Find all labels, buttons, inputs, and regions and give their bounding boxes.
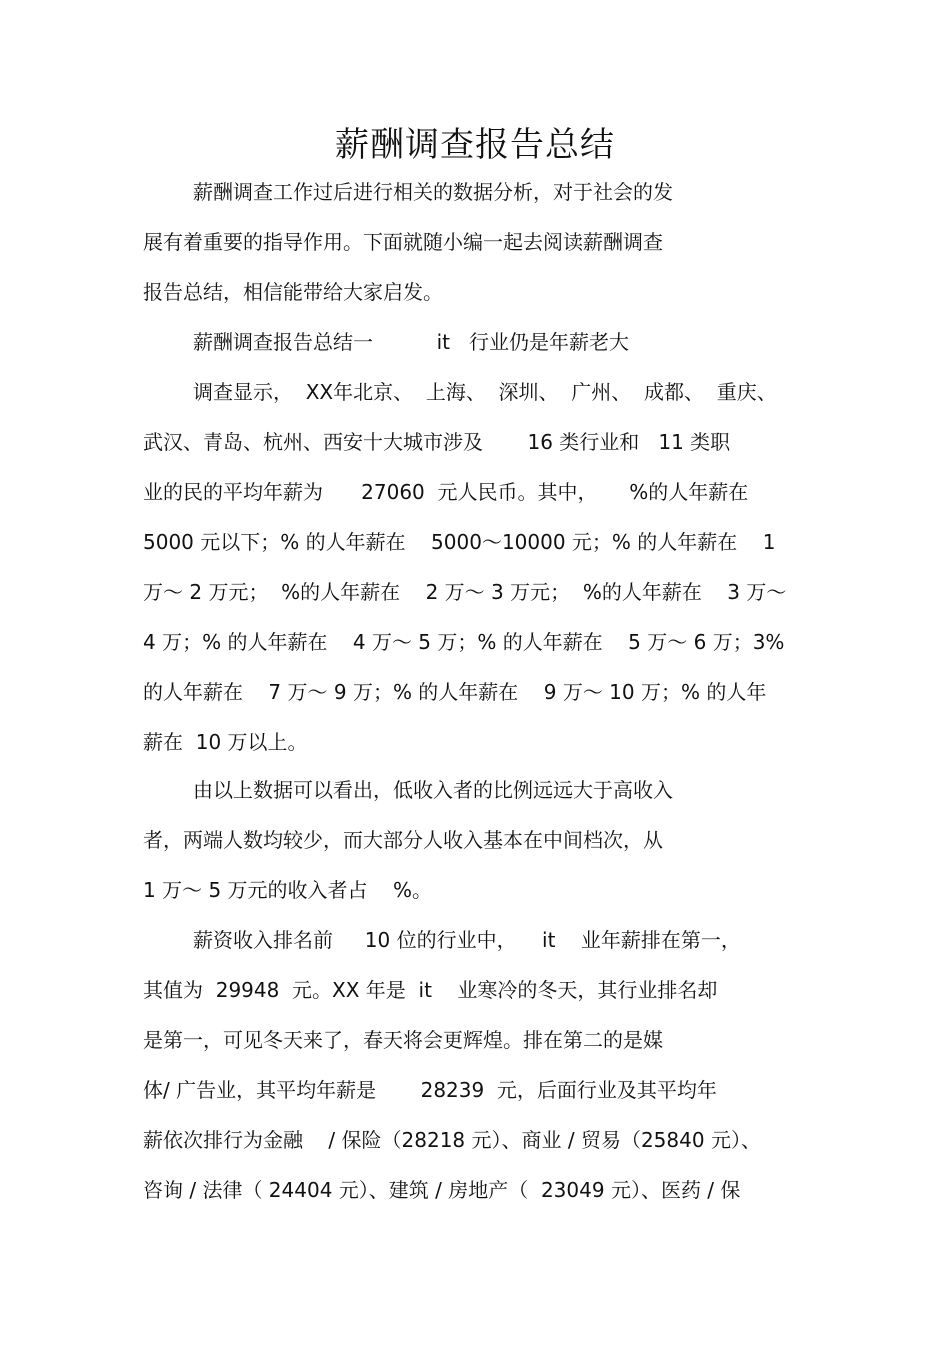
paragraph-line: 薪在 10 万以上。 bbox=[143, 730, 308, 754]
paragraph-line: 者，两端人数均较少，而大部分人收入基本在中间档次，从 bbox=[143, 828, 663, 852]
document-title: 薪酬调查报告总结 bbox=[335, 125, 615, 165]
section-heading: 薪酬调查报告总结一 it 行业仍是年薪老大 bbox=[193, 330, 630, 354]
paragraph-line: 的人年薪在 7 万～ 9 万；% 的人年薪在 9 万～ 10 万；% 的人年 bbox=[143, 680, 767, 704]
paragraph-line: 调查显示， XX年北京、 上海、 深圳、 广州、 成都、 重庆、 bbox=[193, 380, 777, 404]
paragraph-line: 武汉、青岛、杭州、西安十大城市涉及 16 类行业和 11 类职 bbox=[143, 430, 731, 454]
paragraph-line: 4 万；% 的人年薪在 4 万～ 5 万；% 的人年薪在 5 万～ 6 万；3% bbox=[143, 630, 785, 654]
paragraph-line: 业的民的平均年薪为 27060 元人民币。其中， %的人年薪在 bbox=[143, 480, 749, 504]
paragraph-line: 万～ 2 万元； %的人年薪在 2 万～ 3 万元； %的人年薪在 3 万～ bbox=[143, 580, 787, 604]
paragraph-line: 报告总结，相信能带给大家启发。 bbox=[143, 280, 443, 304]
paragraph-line: 薪依次排行为金融 / 保险（28218 元）、商业 / 贸易（25840 元）、 bbox=[143, 1128, 761, 1152]
paragraph-line: 是第一，可见冬天来了，春天将会更辉煌。排在第二的是媒 bbox=[143, 1028, 663, 1052]
paragraph-line: 体/ 广告业，其平均年薪是 28239 元，后面行业及其平均年 bbox=[143, 1078, 717, 1102]
paragraph-line: 薪酬调查工作过后进行相关的数据分析，对于社会的发 bbox=[193, 180, 673, 204]
paragraph-line: 5000 元以下；% 的人年薪在 5000～10000 元；% 的人年薪在 1 bbox=[143, 530, 776, 554]
paragraph-line: 其值为 29948 元。XX 年是 it 业寒冷的冬天，其行业排名却 bbox=[143, 978, 718, 1002]
paragraph-line: 展有着重要的指导作用。下面就随小编一起去阅读薪酬调查 bbox=[143, 230, 663, 254]
paragraph-line: 咨询 / 法律（ 24404 元）、建筑 / 房地产（ 23049 元）、医药 / 保 bbox=[143, 1178, 741, 1202]
paragraph-line: 由以上数据可以看出，低收入者的比例远远大于高收入 bbox=[193, 778, 673, 802]
paragraph-line: 1 万～ 5 万元的收入者占 %。 bbox=[143, 878, 432, 902]
paragraph-line: 薪资收入排名前 10 位的行业中， it 业年薪排在第一， bbox=[193, 928, 741, 952]
